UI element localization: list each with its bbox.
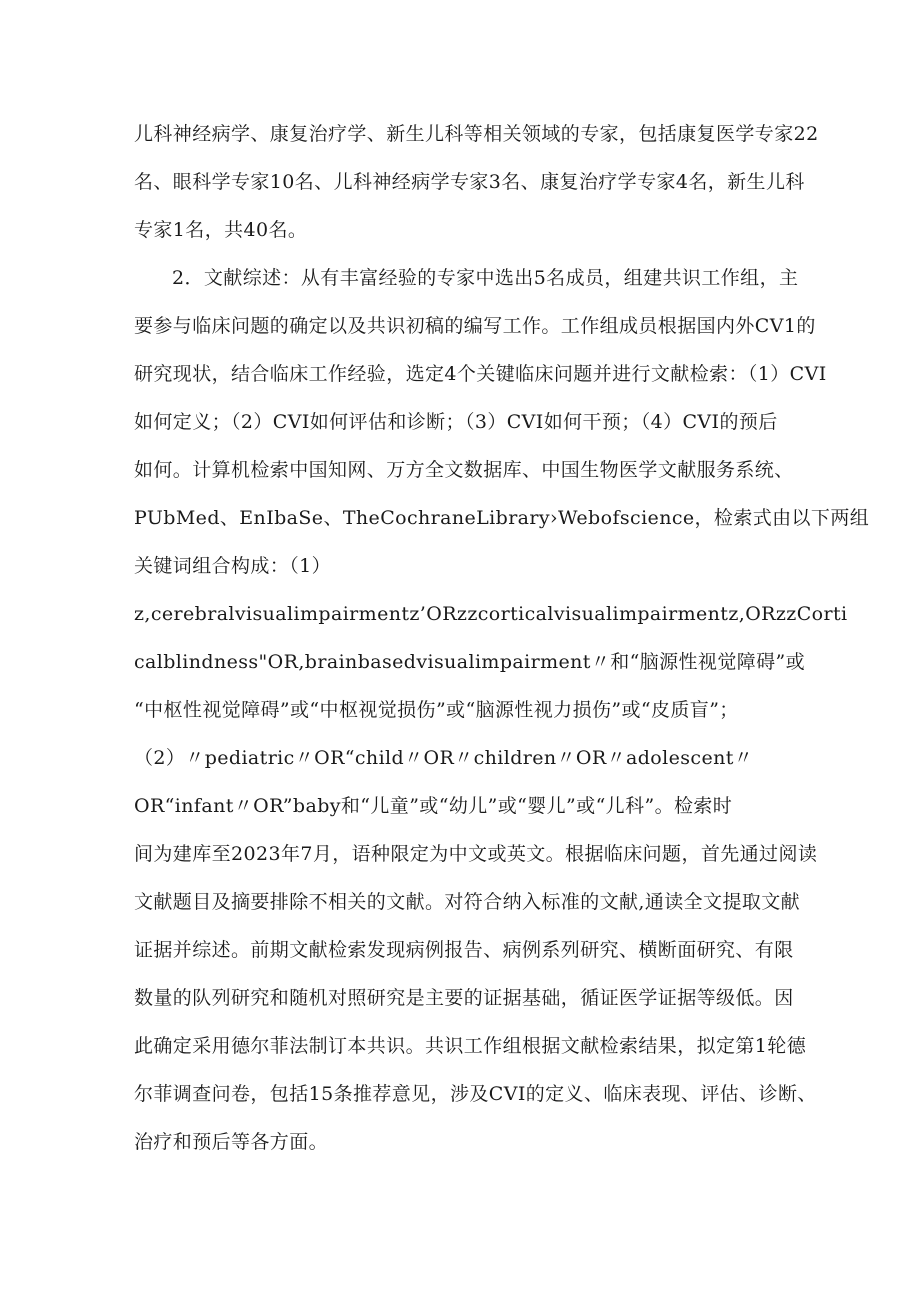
text-line: （2）〃pediatric〃OR“child〃OR〃children〃OR〃adolescent〃 xyxy=(134,747,754,769)
text-line: OR“infant〃OR”baby和“儿童”或“幼儿”或“婴儿”或“儿科”。检索时 xyxy=(134,795,733,817)
text-line: 如何。计算机检索中国知网、万方全文数据库、中国生物医学文献服务系统、 xyxy=(134,459,794,481)
text-line: 证据并综述。前期文献检索发现病例报告、病例系列研究、横断面研究、有限 xyxy=(134,939,794,961)
text-line: PUbMed、EnIbaSe、TheCochraneLibrary›Webofscience，检索式由以下两组 xyxy=(134,507,870,529)
text-line: 此确定采用德尔菲法制订本共识。共识工作组根据文献检索结果，拟定第1轮德 xyxy=(134,1035,807,1057)
text-line: z,cerebralvisualimpairmentz’ORzzcorticalvisualimpairmentz,ORzzCorti xyxy=(134,603,848,625)
text-line: 如何定义；（2）CVI如何评估和诊断；（3）CVI如何干预；（4）CVI的预后 xyxy=(134,411,778,433)
text-line: calblindness"OR,brainbasedvisualimpairment〃和“脑源性视觉障碍”或 xyxy=(134,651,806,673)
text-line: 2．文献综述：从有丰富经验的专家中选出5名成员，组建共识工作组，主 xyxy=(172,267,799,289)
text-line: 专家1名，共40名。 xyxy=(134,219,308,241)
text-line: 关键词组合构成：（1） xyxy=(134,555,331,577)
text-line: 治疗和预后等各方面。 xyxy=(134,1131,329,1153)
text-line: 儿科神经病学、康复治疗学、新生儿科等相关领域的专家，包括康复医学专家22 xyxy=(134,123,819,145)
text-line: 名、眼科学专家10名、儿科神经病学专家3名、康复治疗学专家4名，新生儿科 xyxy=(134,171,805,193)
text-line: 尔菲调查问卷，包括15条推荐意见，涉及CVI的定义、临床表现、评估、诊断、 xyxy=(134,1083,817,1105)
text-line: 要参与临床问题的确定以及共识初稿的编写工作。工作组成员根据国内外CV1的 xyxy=(134,315,816,337)
text-line: “中枢性视觉障碍”或“中枢视觉损伤”或“脑源性视力损伤”或“皮质盲”； xyxy=(134,699,739,721)
text-line: 文献题目及摘要排除不相关的文献。对符合纳入标准的文献,通读全文提取文献 xyxy=(134,891,801,913)
text-line: 研究现状，结合临床工作经验，选定4个关键临床问题并进行文献检索：（1）CVI xyxy=(134,363,827,385)
text-line: 间为建库至2023年7月，语种限定为中文或英文。根据临床问题，首先通过阅读 xyxy=(134,843,818,865)
text-line: 数量的队列研究和随机对照研究是主要的证据基础，循证医学证据等级低。因 xyxy=(134,987,794,1009)
